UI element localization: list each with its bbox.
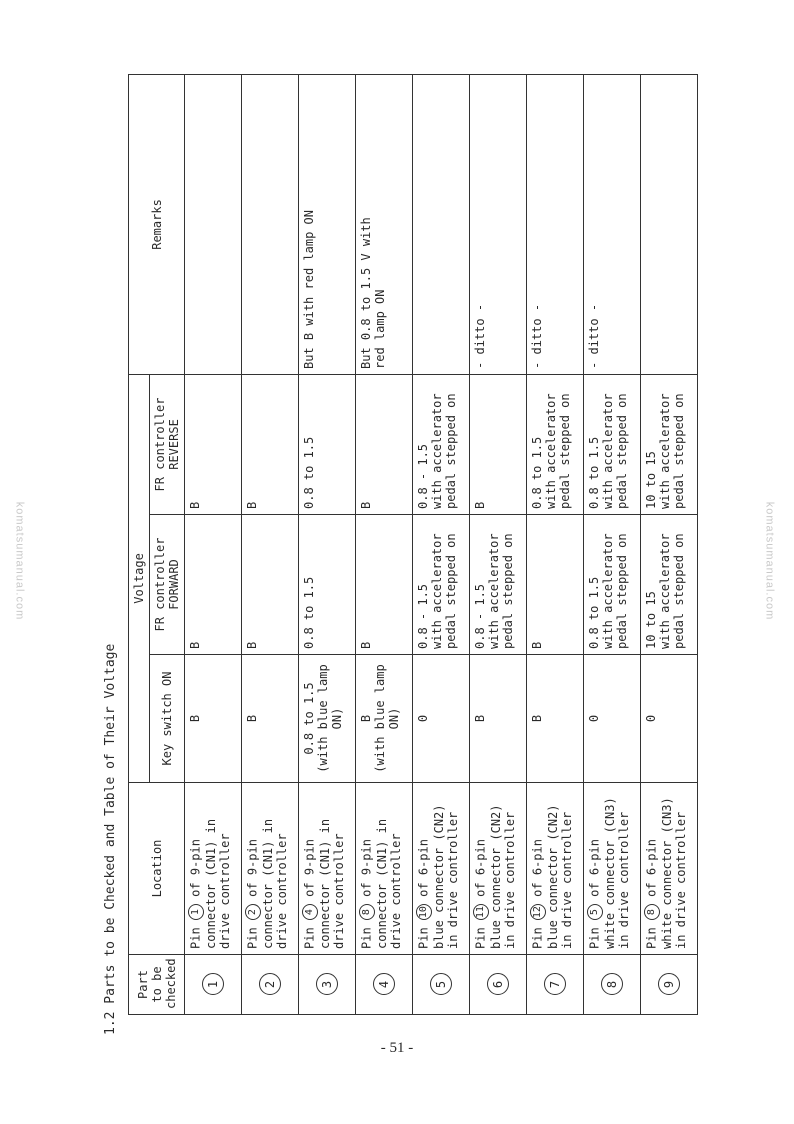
part-cell [299, 955, 356, 1015]
table-row [242, 74, 299, 1014]
watermark-left: komatsumanual.com [13, 501, 26, 621]
header-voltage: Voltage [129, 374, 150, 782]
pin-number-badge: 11 [473, 904, 489, 920]
location-description: of 9-pin connector (CN1) in drive controller [188, 818, 232, 949]
part-number-badge: 9 [658, 974, 680, 996]
reverse-value: 0.8 - 1.5 with accelerator pedal stepped on [413, 374, 470, 514]
key-switch-value: B [470, 655, 527, 783]
page-number: - 51 - [380, 1040, 414, 1056]
location-pin-label: Pin [587, 927, 602, 949]
location-description: of 9-pin connector (CN1) in drive controller [359, 818, 403, 949]
header-part: Part to be checked [129, 955, 185, 1015]
part-number-badge: 7 [544, 974, 566, 996]
location-pin-label: Pin [188, 927, 203, 949]
location-description: of 9-pin connector (CN1) in drive controller [302, 818, 346, 949]
parts-voltage-table [128, 74, 698, 1015]
location-cell [185, 783, 242, 955]
forward-value: 0.8 to 1.5 with accelerator pedal stepped on [584, 515, 641, 655]
key-switch-value: 0 [641, 655, 698, 783]
part-number-badge: 3 [316, 974, 338, 996]
forward-value: 0.8 - 1.5 with accelerator pedal stepped on [413, 515, 470, 655]
key-switch-value: 0.8 to 1.5 (with blue lamp ON) [299, 655, 356, 783]
part-number-badge: 1 [202, 974, 224, 996]
forward-value: B [356, 515, 413, 655]
key-switch-value: B [242, 655, 299, 783]
location-pin-label: Pin [473, 927, 488, 949]
location-cell [470, 783, 527, 955]
table-row [185, 74, 242, 1014]
header-key-switch: Key switch ON [150, 655, 185, 783]
table-row [641, 74, 698, 1014]
part-cell [584, 955, 641, 1015]
location-description: of 6-pin blue connector (CN2) in drive controller [416, 804, 460, 949]
remarks-value: - ditto - [584, 74, 641, 374]
rotated-table-region [100, 75, 720, 1035]
location-pin-label: Pin [359, 927, 374, 949]
part-cell [242, 955, 299, 1015]
remarks-value: But 0.8 to 1.5 V with red lamp ON [356, 74, 413, 374]
pin-number-badge: 2 [245, 904, 261, 920]
pin-number-badge: 8 [359, 904, 375, 920]
key-switch-value: 0 [584, 655, 641, 783]
remarks-value: But B with red lamp ON [299, 74, 356, 374]
header-fr-reverse: FR controller REVERSE [150, 374, 185, 514]
forward-value: B [242, 515, 299, 655]
table-row [527, 74, 584, 1014]
table-body [185, 74, 698, 1014]
location-pin-label: Pin [644, 927, 659, 949]
forward-value: B [527, 515, 584, 655]
remarks-value: - ditto - [470, 74, 527, 374]
part-number-badge: 4 [373, 974, 395, 996]
remarks-value [185, 74, 242, 374]
header-fr-forward: FR controller FORWARD [150, 515, 185, 655]
part-cell [641, 955, 698, 1015]
part-cell [470, 955, 527, 1015]
location-cell [299, 783, 356, 955]
reverse-value: 10 to 15 with accelerator pedal stepped on [641, 374, 698, 514]
location-pin-label: Pin [302, 927, 317, 949]
pin-number-badge: 8 [644, 904, 660, 920]
remarks-value [413, 74, 470, 374]
part-number-badge: 2 [259, 974, 281, 996]
header-remarks: Remarks [129, 74, 185, 374]
location-cell [584, 783, 641, 955]
reverse-value: 0.8 to 1.5 [299, 374, 356, 514]
section-title: 1.2 Parts to be Checked and Table of Their Voltage [103, 643, 118, 1035]
pin-number-badge: 10 [416, 904, 432, 920]
pin-number-badge: 5 [587, 904, 603, 920]
location-description: of 6-pin blue connector (CN2) in drive controller [530, 804, 574, 949]
pin-number-badge: 1 [188, 904, 204, 920]
location-description: of 6-pin white connector (CN3) in drive controller [644, 797, 688, 949]
remarks-value [641, 74, 698, 374]
remarks-value: - ditto - [527, 74, 584, 374]
pin-number-badge: 4 [302, 904, 318, 920]
reverse-value: 0.8 to 1.5 with accelerator pedal stepped on [584, 374, 641, 514]
watermark-right: komatsumanual.com [763, 501, 776, 621]
key-switch-value: B [185, 655, 242, 783]
table-row [299, 74, 356, 1014]
location-pin-label: Pin [416, 927, 431, 949]
part-cell [527, 955, 584, 1015]
reverse-value: B [470, 374, 527, 514]
key-switch-value: B (with blue lamp ON) [356, 655, 413, 783]
key-switch-value: 0 [413, 655, 470, 783]
location-description: of 6-pin blue connector (CN2) in drive controller [473, 804, 517, 949]
location-cell [413, 783, 470, 955]
forward-value: 10 to 15 with accelerator pedal stepped on [641, 515, 698, 655]
remarks-value [242, 74, 299, 374]
part-cell [185, 955, 242, 1015]
location-description: of 9-pin connector (CN1) in drive controller [245, 818, 289, 949]
part-number-badge: 5 [430, 974, 452, 996]
location-cell [527, 783, 584, 955]
pin-number-badge: 12 [530, 904, 546, 920]
part-number-badge: 6 [487, 974, 509, 996]
header-location: Location [129, 783, 185, 955]
table-row [413, 74, 470, 1014]
location-pin-label: Pin [245, 927, 260, 949]
part-cell [413, 955, 470, 1015]
forward-value: 0.8 - 1.5 with accelerator pedal stepped on [470, 515, 527, 655]
part-cell [356, 955, 413, 1015]
reverse-value: B [185, 374, 242, 514]
key-switch-value: B [527, 655, 584, 783]
location-cell [641, 783, 698, 955]
location-description: of 6-pin white connector (CN3) in drive controller [587, 797, 631, 949]
table-row [356, 74, 413, 1014]
location-cell [356, 783, 413, 955]
table-row [470, 74, 527, 1014]
forward-value: 0.8 to 1.5 [299, 515, 356, 655]
forward-value: B [185, 515, 242, 655]
location-pin-label: Pin [530, 927, 545, 949]
location-cell [242, 783, 299, 955]
part-number-badge: 8 [601, 974, 623, 996]
reverse-value: 0.8 to 1.5 with accelerator pedal stepped on [527, 374, 584, 514]
reverse-value: B [242, 374, 299, 514]
table-row [584, 74, 641, 1014]
reverse-value: B [356, 374, 413, 514]
